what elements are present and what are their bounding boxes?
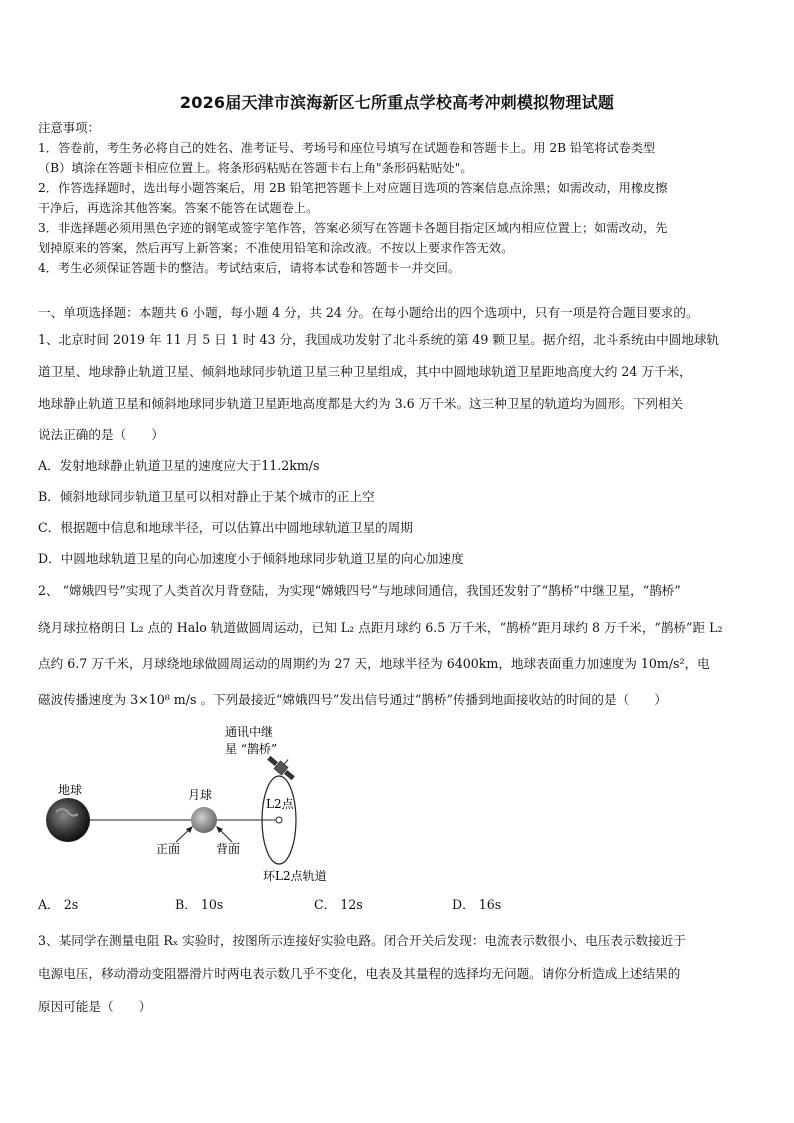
notice-line: 2．作答选择题时，选出每小题答案后，用 2B 铅笔把答题卡上对应题目选项的答案信息点涂黑；如需改动，用橡皮擦 (38, 181, 668, 195)
notice-line: 3．非选择题必须用黑色字迹的钢笔或签字笔作答，答案必须写在答题卡各题目指定区域内相应位置上；如需改动，先 (38, 221, 668, 235)
notice-heading: 注意事项： (38, 120, 100, 135)
q1-choice-b: B．倾斜地球同步轨道卫星可以相对静止于某个城市的正上空 (38, 489, 375, 504)
notice-line: 1．答卷前，考生务必将自己的姓名、准考证号、考场号和座位号填写在试题卷和答题卡上。用 2B 铅笔将试卷类型 (38, 141, 656, 155)
notice-line: 干净后，再选涂其他答案。答案不能答在试题卷上。 (38, 201, 319, 215)
front-label: 正面 (156, 842, 181, 856)
q2-options (38, 894, 758, 914)
q2-option-d: D． 16s (452, 897, 502, 912)
q2-option-b: B． 10s (175, 897, 224, 912)
q2-option-a: A． 2s (38, 897, 79, 912)
q3-stem-line: 电源电压，移动滑动变阻器滑片时两电表示数几乎不变化，电表及其量程的选择均无问题。请你分析造成上述结果的 (38, 966, 681, 981)
notice-line: 4．考生必须保证答题卡的整洁。考试结束后，请将本试卷和答题卡一并交回。 (38, 261, 461, 275)
l2-label: L2点 (266, 797, 294, 811)
earth-icon (46, 798, 90, 842)
q3-stem-line: 原因可能是（ ） (38, 999, 152, 1014)
section-heading: 一、单项选择题：本题共 6 小题，每小题 4 分，共 24 分。在每小题给出的四个选项中，只有一项是符合题目要求的。 (38, 305, 699, 320)
q1-stem-line: 地球静止轨道卫星和倾斜地球同步轨道卫星距地高度都是大约为 3.6 万千米。这三种卫星的轨道均为圆形。下列相关 (38, 396, 684, 411)
q1-choice-c: C．根据题中信息和地球半径，可以估算出中圆地球轨道卫星的周期 (38, 520, 413, 535)
q2-stem-line: 点约 6.7 万千米，月球绕地球做圆周运动的周期约为 27 天，地球半径为 6400km，地球表面重力加速度为 10m/s²，电 (38, 656, 710, 671)
q1-choice-a: A．发射地球静止轨道卫星的速度应大于11.2km/s (38, 458, 320, 473)
moon-icon (191, 807, 217, 833)
q1-stem-line: 1、北京时间 2019 年 11 月 5 日 1 时 43 分，我国成功发射了北斗系统的第 49 颗卫星。据介绍，北斗系统由中圆地球轨 (38, 332, 720, 347)
q2-option-c: C． 12s (314, 897, 363, 912)
relay-label-line2: 星 “鹊桥” (225, 742, 278, 756)
moon-label: 月球 (188, 788, 213, 802)
l2-point (276, 817, 282, 823)
exam-title: 2026届天津市滨海新区七所重点学校高考冲刺模拟物理试题 (179, 93, 615, 112)
relay-label-line1: 通讯中继 (225, 725, 274, 739)
q2-stem-line: 绕月球拉格朗日 L₂ 点的 Halo 轨道做圆周运动，已知 L₂ 点距月球约 6.5 万千米，“鹊桥”距月球约 8 万千米，“鹊桥”距 L₂ (38, 620, 723, 635)
q1-stem-line: 说法正确的是（ ） (38, 427, 164, 442)
q3-stem-line: 3、某同学在测量电阻 Rₓ 实验时，按图所示连接好实验电路。闭合开关后发现：电流表示数很小、电压表示数接近于 (38, 933, 686, 948)
q1-stem-line: 道卫星、地球静止轨道卫星、倾斜地球同步轨道卫星三种卫星组成，其中中圆地球轨道卫星距地高度大约 24 万千米， (38, 364, 692, 379)
q2-stem-line: 磁波传播速度为 3×10⁸ m/s 。下列最接近“嫦娥四号”发出信号通过“鹊桥”传播到地面接收站的时间的是（ ） (38, 692, 667, 707)
orbit-label: 环L2点轨道 (263, 869, 327, 883)
q1-choice-d: D．中圆地球轨道卫星的向心加速度小于倾斜地球同步轨道卫星的向心加速度 (38, 551, 464, 566)
earth-label: 地球 (58, 783, 83, 797)
back-label: 背面 (216, 842, 241, 856)
notice-line: 划掉原来的答案，然后再写上新答案；不准使用铅笔和涂改液。不按以上要求作答无效。 (38, 241, 514, 255)
q2-stem-line: 2、 “嫦娥四号”实现了人类首次月背登陆，为实现“嫦娥四号”与地球间通信，我国还发射了“鹊桥”中继卫星，“鹊桥” (38, 583, 681, 598)
earth-moon-l2-figure (38, 722, 378, 890)
notice-line: （B）填涂在答题卡相应位置上。将条形码粘贴在答题卡右上角"条形码粘贴处"。 (38, 161, 473, 175)
